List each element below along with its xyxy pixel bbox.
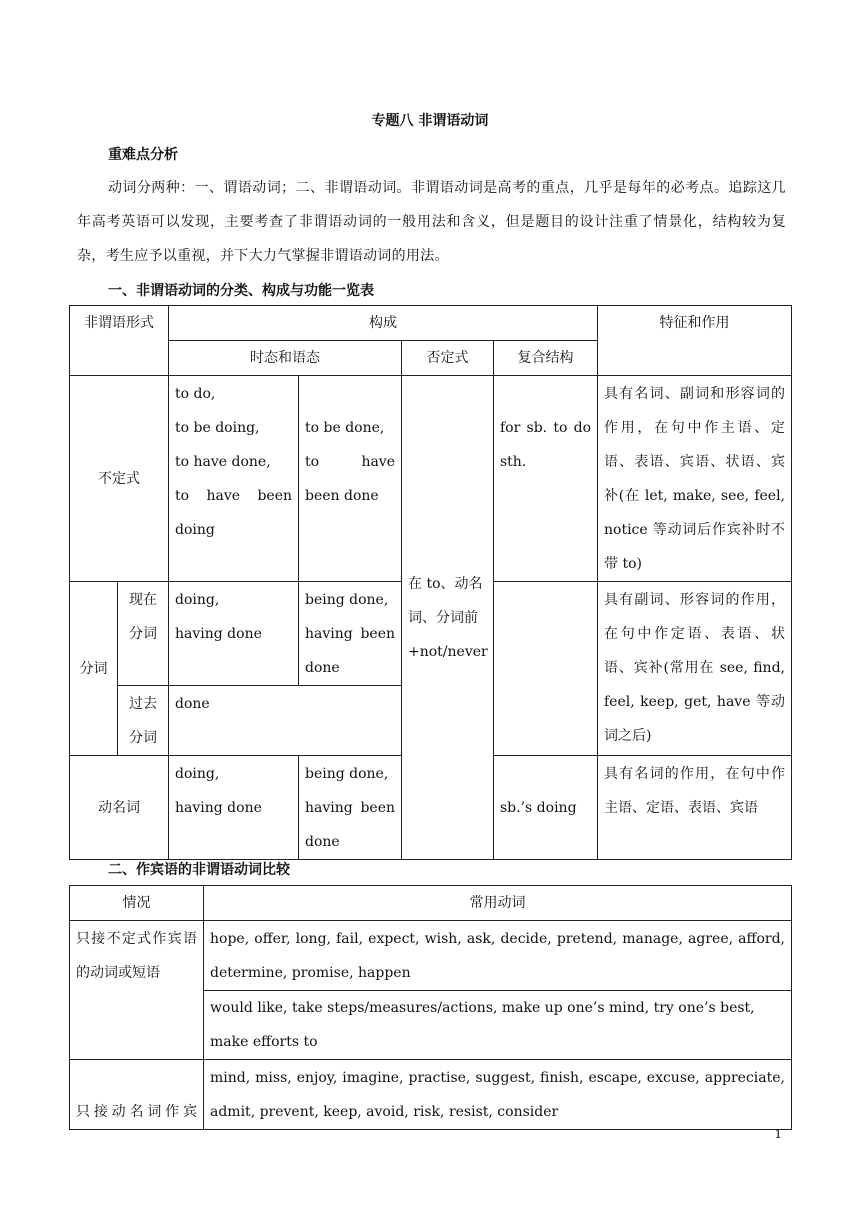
pp-passive-2: having been done	[305, 626, 395, 676]
document-title: 专题八 非谓语动词	[371, 113, 489, 129]
gerund-only-label: 只接动名词作宾	[70, 1060, 204, 1130]
header-negative: 否定式	[402, 341, 494, 376]
pp-active-2: having done	[175, 626, 262, 642]
past-participle-label: 过去分词	[118, 686, 169, 756]
present-participle-passive	[299, 582, 402, 686]
header-common-verbs: 常用动词	[204, 886, 792, 921]
infinitive-compound: for sb. to do sth.	[494, 376, 598, 582]
pp-passive-1: being done,	[305, 592, 389, 608]
header-tense-voice: 时态和语态	[169, 341, 402, 376]
negative-form: 在 to、动名词、分词前+not/never	[402, 376, 494, 860]
present-participle-active	[169, 582, 299, 686]
header-compound: 复合结构	[494, 341, 598, 376]
gerund-features: 具有名词的作用，在句中作主语、定语、表语、宾语	[598, 756, 792, 860]
inf-active-3: to have done,	[175, 454, 271, 470]
gerund-only-verbs: mind, miss, enjoy, imagine, practise, suggest, finish, escape, excuse, appreciate, admit, prevent, keep, avoid, risk, resist, consider	[204, 1060, 792, 1130]
infinitive-only-verbs: hope, offer, long, fail, expect, wish, ask, decide, pretend, manage, agree, afford, determine, promise, happen	[204, 921, 792, 991]
header-composition: 构成	[169, 306, 598, 341]
infinitive-active-forms	[169, 376, 299, 582]
inf-passive-1: to be done,	[305, 420, 385, 436]
header-features: 特征和作用	[598, 306, 792, 376]
gerund-label: 动名词	[70, 756, 169, 860]
participle-label: 分词	[70, 582, 118, 756]
present-participle-label: 现在分词	[118, 582, 169, 686]
header-situation: 情况	[70, 886, 204, 921]
participle-compound	[494, 582, 598, 756]
infinitive-passive-forms	[299, 376, 402, 582]
past-participle-form: done	[169, 686, 402, 756]
pp-active-1: doing,	[175, 592, 220, 608]
gerund-compound: sb.’s doing	[494, 756, 598, 860]
intro-paragraph: 动词分两种：一、谓语动词；二、非谓语动词。非谓语动词是高考的重点，几乎是每年的必考点。追踪这几年高考英语可以发现，主要考查了非谓语动词的一般用法和含义，但是题目的设计注重了情景化，结构较为复杂，考生应予以重视，并下大力气掌握非谓语动词的用法。	[77, 180, 786, 264]
participle-features: 具有副词、形容词的作用，在句中作定语、表语、状语、宾补(常用在 see, find, feel, keep, get, have 等动词之后)	[598, 582, 792, 756]
inf-active-2: to be doing,	[175, 420, 260, 436]
inf-active-4: to have been doing	[175, 488, 292, 538]
table2-heading: 二、作宾语的非谓语动词比较	[108, 862, 290, 878]
infinitive-label: 不定式	[70, 376, 169, 582]
inf-active-1: to do,	[175, 386, 216, 402]
object-verb-table	[69, 885, 792, 1130]
gerund-passive	[299, 756, 402, 860]
nonfinite-verb-table	[69, 305, 792, 860]
infinitive-only-phrases: would like, take steps/measures/actions, make up one’s mind, try one’s best, make efforts to	[204, 991, 792, 1060]
page-number: 1	[774, 1127, 782, 1141]
gerund-active	[169, 756, 299, 860]
inf-passive-2: to have been done	[305, 454, 395, 504]
header-form: 非谓语形式	[70, 306, 169, 376]
infinitive-only-label: 只接不定式作宾语的动词或短语	[70, 921, 204, 1060]
ger-passive-1: being done,	[305, 766, 389, 782]
ger-active-2: having done	[175, 800, 262, 816]
infinitive-features: 具有名词、副词和形容词的作用，在句中作主语、定语、表语、宾语、状语、宾补(在 let, make, see, feel, notice 等动词后作宾补时不带 to)	[598, 376, 792, 582]
table1-heading: 一、非谓语动词的分类、构成与功能一览表	[108, 283, 374, 299]
section-heading: 重难点分析	[108, 147, 178, 163]
ger-active-1: doing,	[175, 766, 220, 782]
ger-passive-2: having been done	[305, 800, 395, 850]
